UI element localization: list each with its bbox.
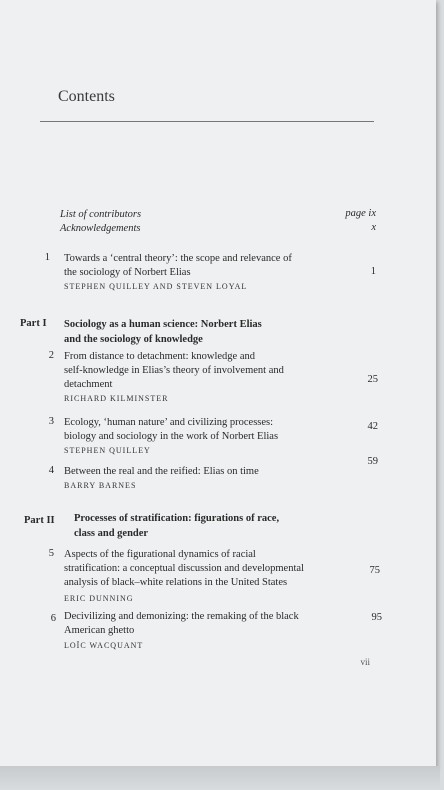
chapter-2-title — [64, 350, 346, 392]
chapter-4-title — [64, 465, 346, 479]
chapter-2-number: 2 — [48, 350, 54, 361]
front-matter-contributors: List of contributors — [60, 209, 142, 220]
title-line: Ecology, ‘human nature’ and civilizing processes: — [64, 417, 274, 428]
title-line: the sociology of Norbert Elias — [64, 267, 191, 278]
title-line: From distance to detachment: knowledge and — [64, 351, 255, 362]
contents-heading: Contents — [58, 88, 115, 105]
title-line: self-knowledge in Elias’s theory of involvement and — [64, 365, 284, 376]
chapter-1-number: 1 — [44, 252, 50, 263]
title-line: detachment — [64, 379, 113, 390]
chapter-2-author: RICHARD KILMINSTER — [64, 394, 169, 403]
front-matter-acknowledgements-page: x — [371, 222, 376, 233]
title-line: American ghetto — [64, 625, 135, 636]
title-line: Between the real and the reified: Elias on time — [64, 466, 259, 477]
title-line: Decivilizing and demonizing: the remaking of the black — [64, 611, 299, 622]
title-line: Processes of stratification: figurations of race, — [74, 513, 280, 524]
chapter-5-number: 5 — [48, 548, 54, 559]
chapter-4-author: BARRY BARNES — [64, 481, 137, 490]
title-line: Aspects of the figurational dynamics of racial — [64, 549, 256, 560]
chapter-5-title — [64, 548, 364, 590]
chapter-1-author: STEPHEN QUILLEY AND STEVEN LOYAL — [64, 282, 248, 291]
chapter-3-number: 3 — [48, 416, 54, 427]
title-line: biology and sociology in the work of Norbert Elias — [64, 431, 279, 442]
chapter-6-page: 95 — [371, 612, 382, 623]
chapter-4-page: 59 — [367, 456, 378, 467]
chapter-1-title — [64, 252, 346, 280]
chapter-3-page: 42 — [367, 421, 378, 432]
chapter-4-number: 4 — [48, 465, 54, 476]
chapter-1-page: 1 — [370, 266, 376, 277]
page-folio: vii — [360, 657, 370, 667]
chapter-6-author: LOÏC WACQUANT — [64, 641, 144, 650]
page-edge — [0, 766, 440, 790]
front-matter-acknowledgements: Acknowledgements — [60, 223, 141, 234]
title-line: and the sociology of knowledge — [64, 334, 203, 345]
chapter-5-page: 75 — [369, 565, 380, 576]
chapter-6-number: 6 — [50, 613, 56, 624]
title-line: analysis of black–white relations in the United States — [64, 577, 288, 588]
part-2-label: Part II — [24, 515, 55, 526]
part-1-label: Part I — [20, 318, 47, 329]
heading-rule — [40, 121, 374, 122]
chapter-3-author: STEPHEN QUILLEY — [64, 446, 151, 455]
title-line: stratification: a conceptual discussion and developmental — [64, 563, 304, 574]
front-matter-contributors-page: page ix — [345, 208, 376, 219]
chapter-2-page: 25 — [367, 374, 378, 385]
title-line: Sociology as a human science: Norbert Elias — [64, 319, 262, 330]
title-line: class and gender — [74, 528, 149, 539]
part-2-title — [74, 511, 364, 541]
chapter-6-title — [64, 610, 364, 638]
part-1-title — [64, 317, 354, 347]
title-line: Towards a ‘central theory’: the scope and relevance of — [64, 253, 292, 264]
chapter-3-title — [64, 416, 346, 444]
chapter-5-author: ERIC DUNNING — [64, 594, 134, 603]
